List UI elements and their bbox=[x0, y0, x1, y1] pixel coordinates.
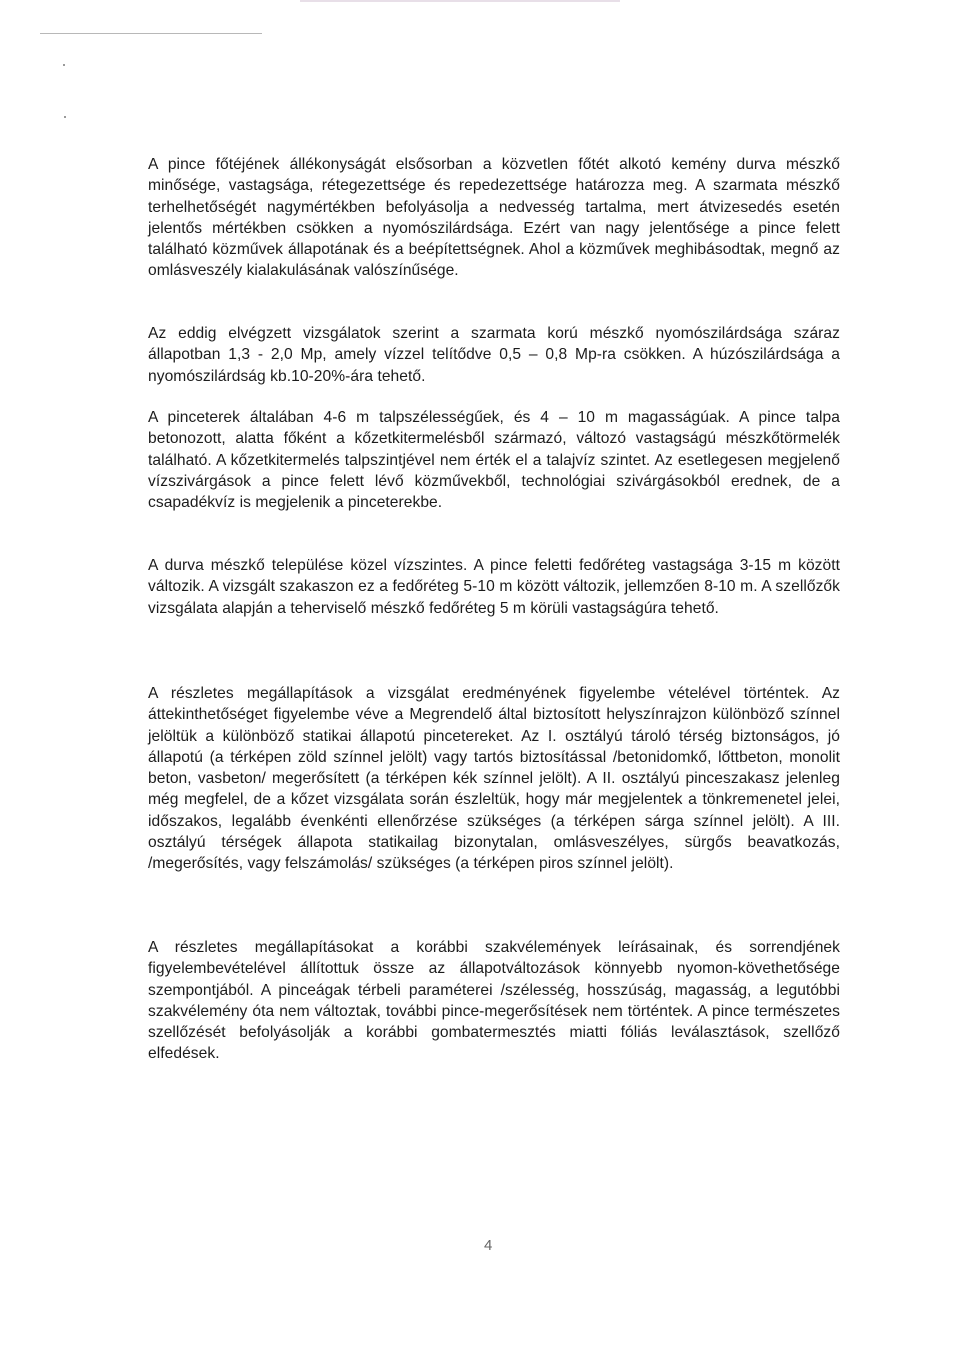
paragraph-limestone-strength: Az eddig elvégzett vizsgálatok szerint a szarmata korú mészkő nyomószilárdsága száraz állapotban 1,3 - 2,0 Mp, amely vízzel telítődve 0,5 – 0,8 Mp-ra csökken. A húzószilárdsága a nyomószilárdság kb.10-20%-ára tehető. bbox=[148, 325, 840, 385]
paragraph-cellar-dimensions: A pinceterek általában 4-6 m talpszélességűek, és 4 – 10 m magasságúak. A pince talpa betonozott, alatta főként a kőzetkitermelésből származó, változó vastagságú mészkőtörmelék található. A kőzetkitermelés talpszintjével nem érték el a talajvíz szintet. Az esetlegesen megjelenő vízszivárgások a pince felett lévő közművekből, technológiai szivárgásokból erednek, de a csapadékvíz is megjelenik a pinceterekbe. bbox=[148, 409, 840, 512]
paragraph-classification: A részletes megállapítások a vizsgálat eredményének figyelembe vételével történtek. Az áttekinthetőséget figyelembe véve a Megrendelő által biztosított helyszínrajzon különböző színnel jelöltük a különböző statikai állapotú pincetereket. Az I. osztályú tároló térség biztonságos, jó állapotú (a térképen zöld színnel jelölt) vagy tartós biztosítással /betonidomkő, lőttbeton, monolit beton, vasbeton/ megerősített (a térképen kék színnel jelölt). A II. osztályú pinceszakasz jelenleg még megfelel, de a kőzet vizsgálata során észleltük, hogy már megjelentek a tönkremenetel jelei, időszakos, legalább évenkénti ellenőrzése szükséges (a térképen sárga színnel jelölt). A III. osztályú térségek állapota statikailag bizonytalan, omlásveszélyes, sürgős beavatkozás, /megerősítés, vagy felszámolás/ szükséges (a térképen piros színnel jelölt). bbox=[148, 685, 840, 873]
paragraph-overburden-thickness: A durva mészkő települése közel vízszintes. A pince feletti fedőréteg vastagsága 3-15 m között változik. A vizsgált szakaszon ez a fedőréteg 5-10 m között változik, jellemzően 8-10 m. A szellőzők vizsgálata alapján a teherviselő mészkő fedőréteg 5 m körüli vastagságúra tehető. bbox=[148, 557, 840, 617]
page-number: 4 bbox=[484, 1237, 493, 1254]
paragraph-previous-findings: A részletes megállapításokat a korábbi szakvélemények leírásainak, és sorrendjének figyelembevételével állítottuk össze az állapotváltozások könnyebb nyomon-követhetősége szempontjából. A pinceágak térbeli paraméterei /szélesség, hosszúság, magasság, a legutóbbi szakvélemény óta nem változtak, további pince-megerősítések nem történtek. A pince természetes szellőzését befolyásolják a korábbi gombatermesztés miatti fóliás leválasztások, szellőző elfedések. bbox=[148, 939, 840, 1063]
paragraph-cellar-roof-stability: A pince főtéjének állékonyságát elsősorban a közvetlen főtét alkotó kemény durva mészkő minősége, vastagsága, rétegezettsége és repedezettsége határozza meg. A szarmata mészkő terhelhetőségét nagymértékben befolyásolja a nedvesség tartalma, mert átvizesedés esetén jelentős mértékben csökken a nyomószilárdsága. Ezért van nagy jelentősége a pince felett található közművek állapotának és a beépítettségnek. Ahol a közművek meghibásodtak, megnő az omlásveszély kialakulásának valószínűsége. bbox=[148, 156, 840, 280]
scan-speck bbox=[63, 64, 65, 66]
scan-top-edge bbox=[300, 0, 620, 2]
scan-speck bbox=[64, 116, 66, 118]
scan-header-line bbox=[40, 33, 262, 34]
